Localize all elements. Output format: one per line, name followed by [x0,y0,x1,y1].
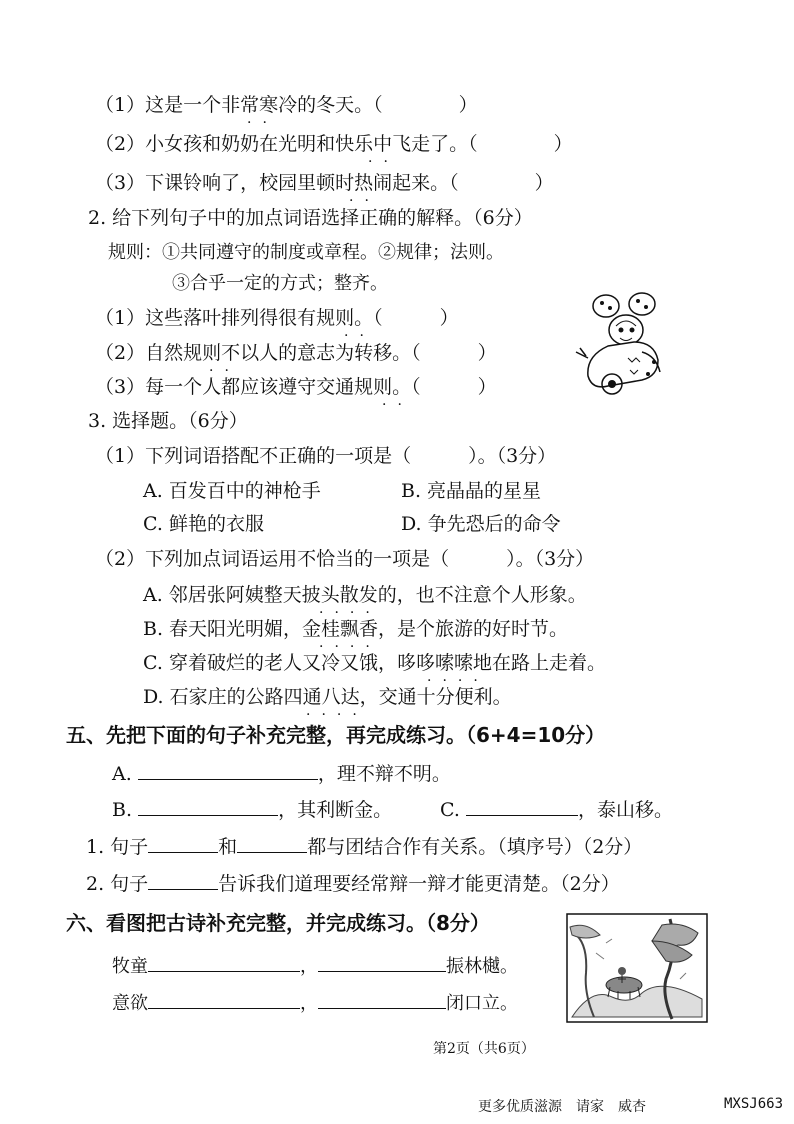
q1-item-1: （1）这是一个非常寒冷的冬天。（ ） [95,94,478,116]
q3-2-option-c: C. 穿着破烂的老人又冷又饿，哆哆嗦嗦地在路上走着。 [143,652,606,674]
q3-2-option-d: D. 石家庄的公路四通八达，交通十分便利。 [143,686,512,708]
fill-line-a: A. ，理不辩不明。 [112,763,451,785]
section-5-title: 五、先把下面的句子补充完整，再完成练习。（6+4=10分） [66,723,606,747]
fill-line-b: B. ，其利断金。 [112,799,393,821]
blank-a[interactable] [138,761,318,780]
blank-s5-q1-second[interactable] [237,834,307,853]
blank-c[interactable] [466,797,578,816]
q3-1-option-a: A. 百发百中的神枪手 [143,480,321,502]
cartoon-mouse-illustration [568,288,668,400]
blank-poem-1a[interactable] [148,953,300,972]
blank-poem-2a[interactable] [148,990,300,1009]
q3-1-option-c: C. 鲜艳的衣服 [143,513,264,535]
q2-item-1: （1）这些落叶排列得很有规则。（ ） [95,307,459,329]
poem-line-2: 意欲 ， 闭口立。 [112,990,518,1017]
emphasis-dots: ·· [368,154,399,170]
emphasis-dots: ···· [319,605,381,621]
q3-2-option-a: A. 邻居张阿姨整天披头散发的，也不注意个人形象。 [143,584,587,606]
q3-2-option-b: B. 春天阳光明媚，金桂飘香，是个旅游的好时节。 [143,618,569,640]
q3-1-option-d: D. 争先恐后的命令 [401,513,561,535]
blank-b[interactable] [138,797,278,816]
q3-2-question: （2）下列加点词语运用不恰当的一项是（ ）。（3分） [95,548,595,570]
emphasis-dots: ·· [382,397,413,413]
s5-question-1: 1. 句子 和 都与团结合作有关系。（填序号）（2分） [86,836,643,858]
q1-item-3: （3）下课铃响了，校园里顿时热闹起来。（ ） [95,172,554,194]
q2-title: 2. 给下列句子中的加点词语选择正确的解释。（6分） [88,207,533,229]
q2-definition-1: 规则：①共同遵守的制度或章程。②规律；法则。 [108,242,504,263]
section-6-title: 六、看图把古诗补充完整，并完成练习。（8分） [66,911,490,935]
blank-poem-2b[interactable] [318,990,446,1009]
poem-line-1: 牧童 ， 振林樾。 [112,953,518,980]
q2-item-3: （3）每一个人都应该遵守交通规则。（ ） [95,376,497,398]
emphasis-dots: ···· [306,707,368,723]
q2-item-2: （2）自然规则不以人的意志为转移。（ ） [95,342,497,364]
emphasis-dots: ·· [344,328,375,344]
emphasis-dots: ·· [349,193,380,209]
q1-item-2: （2）小女孩和奶奶在光明和快乐中飞走了。（ ） [95,133,573,155]
poem-picture-herdboy [566,913,708,1023]
q3-1-question: （1）下列词语搭配不正确的一项是（ ）。（3分） [95,445,557,467]
s5-question-2: 2. 句子 告诉我们道理要经常辩一辩才能更清楚。（2分） [86,873,620,895]
emphasis-dots: ···· [427,673,489,689]
emphasis-dots: ···· [319,639,381,655]
footer-code: MXSJ663 [724,1096,784,1112]
fill-line-c: C. ，泰山移。 [440,799,673,821]
footer-ad-text: 更多优质滋源 请家 威杏 [478,1099,646,1115]
blank-s5-q1-first[interactable] [148,834,218,853]
emphasis-dots: ·· [247,115,278,131]
page-number: 第2页（共6页） [433,1041,535,1057]
blank-poem-1b[interactable] [318,953,446,972]
blank-s5-q2[interactable] [148,871,218,890]
q3-title: 3. 选择题。（6分） [88,410,248,432]
emphasis-dots: ·· [209,363,240,379]
q2-definition-2: ③合乎一定的方式；整齐。 [172,273,388,294]
q3-1-option-b: B. 亮晶晶的星星 [401,480,542,502]
